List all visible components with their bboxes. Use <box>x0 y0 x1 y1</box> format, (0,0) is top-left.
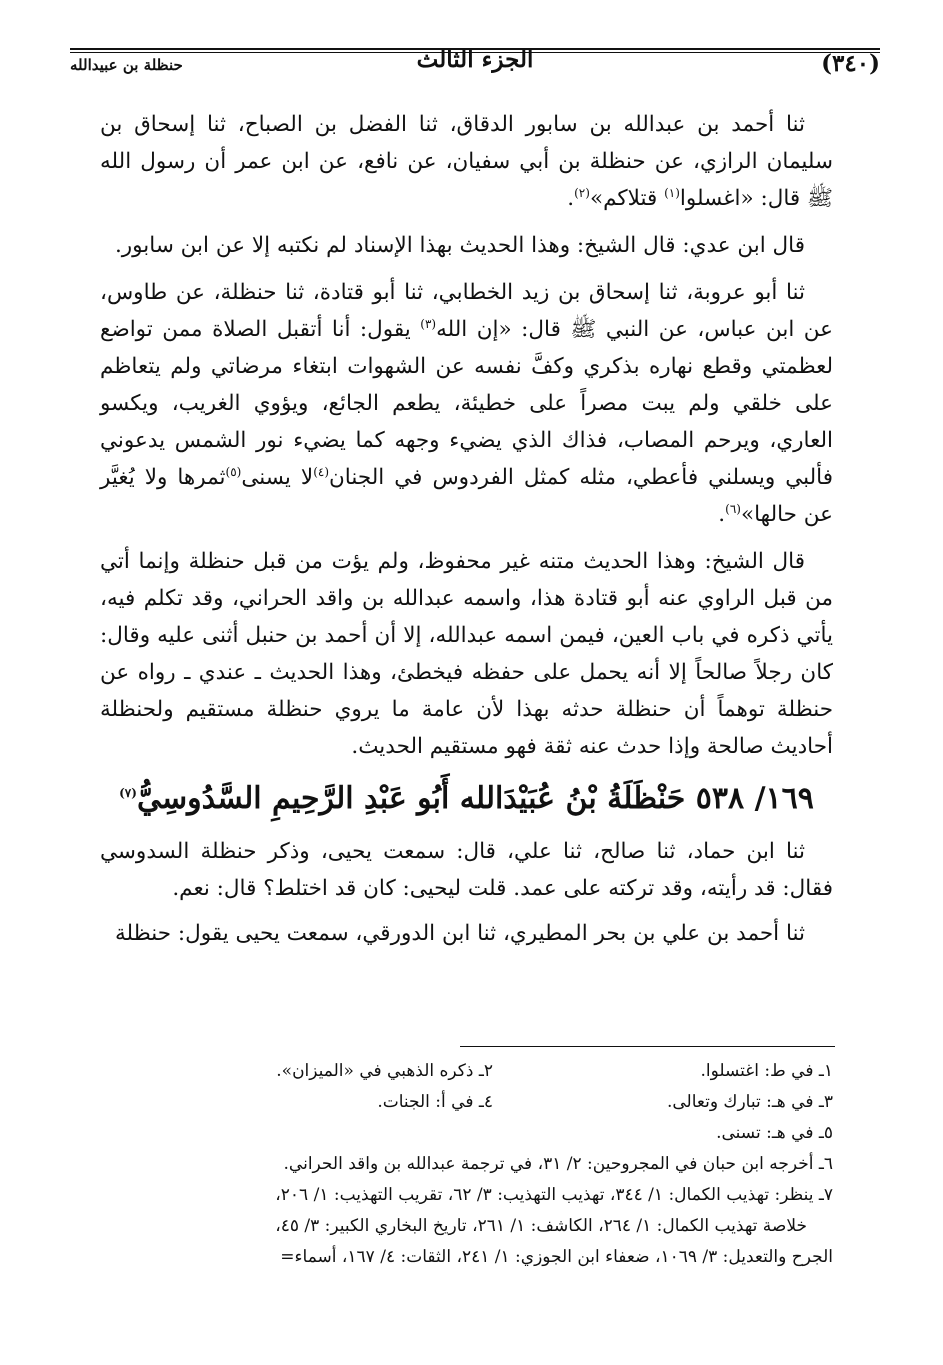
footnote-ref-3: (٣) <box>420 316 437 331</box>
footnotes <box>100 1056 833 1273</box>
paragraph-3 <box>100 274 833 533</box>
paragraph-6: ثنا أحمد بن علي بن بحر المطيري، ثنا ابن الدورقي، سمعت يحيى يقول: حنظلة <box>115 921 805 946</box>
footnote-ref-5: (٥) <box>225 464 242 479</box>
volume-label: الجزء الثالث <box>416 46 534 73</box>
footnote-7-cont2: الجرح والتعديل: ٣/ ١٠٦٩، ضعفاء ابن الجوزي: ١/ ٢٤١، الثقات: ٤/ ١٦٧، أسماء= <box>280 1247 833 1267</box>
paragraph-1-end: . <box>567 186 575 211</box>
paragraph-4: قال الشيخ: وهذا الحديث متنه غير محفوظ، ولم يؤت من قبل حنظلة وإنما أتي من قبل الراوي عنه أبو قتادة هذا، واسمه عبدالله بن واقد الحراني، وقد تكلم فيه، يأتي ذكره في باب العين، فيمن اسمه عبدالله، إلا أن أحمد بن حنبل أثنى عليه وقال: كان رجلاً صالحاً إلا أنه يحمل على حفظه فيخطئ، وهذا الحديث ـ عندي ـ رواه عن حنظلة توهماً أن حنظلة حدثه بهذا لأن عامة ما يروي حنظلة مستقيم ولحنظلة أحاديث صالحة وإذا حدث عنه ثقة فهو مستقيم الحديث. <box>100 549 833 759</box>
footnote-ref-6: (٦) <box>725 501 741 516</box>
paragraph-1-text-cont: قتلاكم» <box>589 186 665 211</box>
footnote-row <box>100 1056 833 1087</box>
footnote-3: ٣ـ في هـ: تبارك وتعالى. <box>666 1092 833 1112</box>
footnote-ref-7: (٧) <box>119 786 137 800</box>
footnote-ref-4: (٤) <box>313 464 330 479</box>
paragraph-3-text-d: ثمرها ولا يُغيَّر عن حالها» <box>100 465 833 527</box>
footnote-4: ٤ـ في أ: الجنات. <box>377 1092 493 1112</box>
footnote-6: ٦ـ أخرجه ابن حبان في المجروحين: ٢/ ٣١، في ترجمة عبدالله بن واقد الحراني. <box>283 1154 833 1174</box>
paragraph-1-text: ثنا أحمد بن عبدالله بن سابور الدقاق، ثنا الفضل بن الصباح، ثنا إسحاق بن سليمان الرازي، عن حنظلة بن أبي سفيان، عن نافع، عن ابن عمر أن رسول الله ﷺ قال: «اغسلوا <box>100 112 833 211</box>
footnote-ref-2: (٢) <box>574 185 590 200</box>
running-title: حنظلة بن عبيدالله <box>70 56 183 74</box>
paragraph-3-text-b: يقول: أنا أتقبل الصلاة ممن تواضع لعظمتي وقطع نهاره بذكري وكفَّ نفسه عن الشهوات ابتغاء مرضاتي ولم يتعاظم على خلقي ولم يبت مصراً على خطيئة، يطعم الجائع، ويؤوي الغريب، ويكسو العاري، ويرحم المصاب، فذاك الذي يضيء وجهه كما يضيء نور الشمس يدعوني فألبي ويسلني فأعطي، مثله كمثل الفردوس في الجنان <box>100 317 833 490</box>
header-rule <box>70 48 880 50</box>
running-header <box>70 38 880 88</box>
paragraph-3-text-c: لا يسنى <box>241 465 314 490</box>
footnote-2: ٢ـ ذكره الذهبي في «الميزان». <box>276 1061 493 1081</box>
entry-heading <box>100 775 833 823</box>
main-text <box>100 106 833 962</box>
entry-heading-text: ١٦٩/ ٥٣٨ حَنْظَلَةُ بْنُ عُبَيْدَالله أَبُو عَبْدِ الرَّحِيمِ السَّدُوسِيُّ <box>136 781 814 816</box>
page-number: (٣٤٠) <box>821 50 880 77</box>
paragraph-1 <box>100 106 833 217</box>
footnote-row <box>100 1087 833 1118</box>
paragraph-2: قال ابن عدي: قال الشيخ: وهذا الحديث بهذا الإسناد لم نكتبه إلا عن ابن سابور. <box>114 233 805 258</box>
footnote-ref-1: (١) <box>664 185 680 200</box>
paragraph-5: ثنا ابن حماد، ثنا صالح، ثنا علي، قال: سمعت يحيى، وذكر حنظلة السدوسي فقال: قد رأيته، وقد تركته على عمد. قلت ليحيى: كان قد اختلط؟ قال: نعم. <box>100 839 833 901</box>
footnote-rule <box>460 1046 835 1047</box>
paragraph-3-end: . <box>718 502 726 527</box>
footnote-1: ١ـ في ط: اغتسلوا. <box>700 1061 833 1081</box>
paragraph-3-text: ثنا أبو عروبة، ثنا إسحاق بن زيد الخطابي، ثنا أبو قتادة، ثنا حنظلة، عن طاوس، عن ابن عباس، عن النبي ﷺ قال: «إن الله <box>100 280 833 342</box>
header-rule-thin <box>70 52 880 53</box>
footnote-7-cont: خلاصة تهذيب الكمال: ١/ ٢٦٤، الكاشف: ١/ ٢٦١، تاريخ البخاري الكبير: ٣/ ٤٥، <box>275 1216 807 1236</box>
footnote-5: ٥ـ في هـ: تسنى. <box>716 1123 833 1143</box>
footnote-7: ٧ـ ينظر: تهذيب الكمال: ١/ ٣٤٤، تهذيب التهذيب: ٣/ ٦٢، تقريب التهذيب: ١/ ٢٠٦، <box>275 1185 833 1205</box>
footnote-row <box>100 1118 833 1149</box>
